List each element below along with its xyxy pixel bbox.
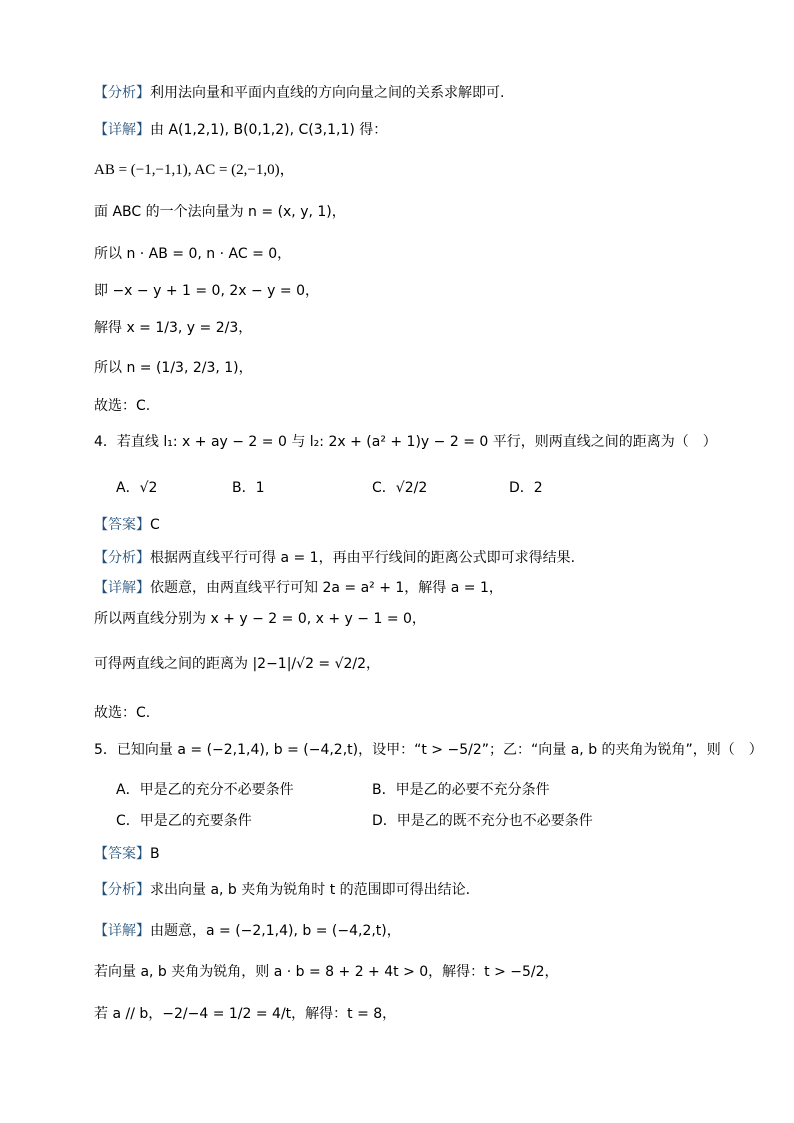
- q4-option-c: C．√2/2: [372, 480, 428, 496]
- normal-result-line: 所以 n = (1/3, 2/3, 1)，: [94, 360, 253, 376]
- q4-detail-3: 可得两直线之间的距离为 |2−1|/√2 = √2/2，: [94, 656, 381, 672]
- dot-product-line: 所以 n · AB = 0, n · AC = 0，: [94, 246, 292, 262]
- q4-detail-2: 所以两直线分别为 x + y − 2 = 0, x + y − 1 = 0，: [94, 611, 426, 627]
- analysis-line-1: 【分析】利用法向量和平面内直线的方向向量之间的关系求解即可.: [94, 85, 505, 101]
- q4-option-a: A．√2: [116, 480, 158, 496]
- q5-option-c: C．甲是乙的充要条件: [116, 813, 252, 829]
- question-5: 5．已知向量 a = (−2,1,4), b = (−4,2,t)，设甲：“t > −5/2”；乙：“向量 a, b 的夹角为锐角”，则（ ）: [94, 742, 763, 758]
- q5-analysis: 【分析】求出向量 a, b 夹角为锐角时 t 的范围即可得出结论.: [94, 882, 471, 898]
- q4-answer: 【答案】C: [94, 517, 160, 533]
- q4-choice: 故选：C.: [94, 705, 151, 721]
- normal-vector-line: 面 ABC 的一个法向量为 n = (x, y, 1)，: [94, 204, 346, 220]
- q4-detail-1: 【详解】依题意，由两直线平行可知 2a = a² + 1，解得 a = 1，: [94, 580, 503, 596]
- q5-detail-1: 【详解】由题意，a = (−2,1,4), b = (−4,2,t)，: [94, 923, 401, 939]
- equation-line: 即 −x − y + 1 = 0, 2x − y = 0，: [94, 283, 320, 299]
- q5-detail-2: 若向量 a, b 夹角为锐角，则 a · b = 8 + 2 + 4t > 0，解得：t > −5/2，: [94, 964, 559, 980]
- vector-ab-ac: AB = (−1,−1,1), AC = (2,−1,0)，: [94, 162, 295, 178]
- q4-option-d: D．2: [509, 480, 543, 496]
- q4-analysis: 【分析】根据两直线平行可得 a = 1，再由平行线间的距离公式即可求得结果.: [94, 550, 576, 566]
- q5-option-d: D．甲是乙的既不充分也不必要条件: [372, 813, 593, 829]
- detail-line-1: 【详解】由 A(1,2,1), B(0,1,2), C(3,1,1) 得：: [94, 122, 388, 138]
- q5-option-b: B．甲是乙的必要不充分条件: [372, 782, 550, 798]
- q5-option-a: A．甲是乙的充分不必要条件: [116, 782, 294, 798]
- choice-line: 故选：C.: [94, 398, 151, 414]
- solution-line: 解得 x = 1/3, y = 2/3，: [94, 320, 253, 336]
- q5-answer: 【答案】B: [94, 846, 160, 862]
- question-4: 4．若直线 l₁: x + ay − 2 = 0 与 l₂: 2x + (a² + 1)y − 2 = 0 平行，则两直线之间的距离为（ ）: [94, 434, 717, 450]
- q5-detail-3: 若 a // b，−2/−4 = 1/2 = 4/t，解得：t = 8，: [94, 1006, 397, 1022]
- q4-option-b: B．1: [232, 480, 265, 496]
